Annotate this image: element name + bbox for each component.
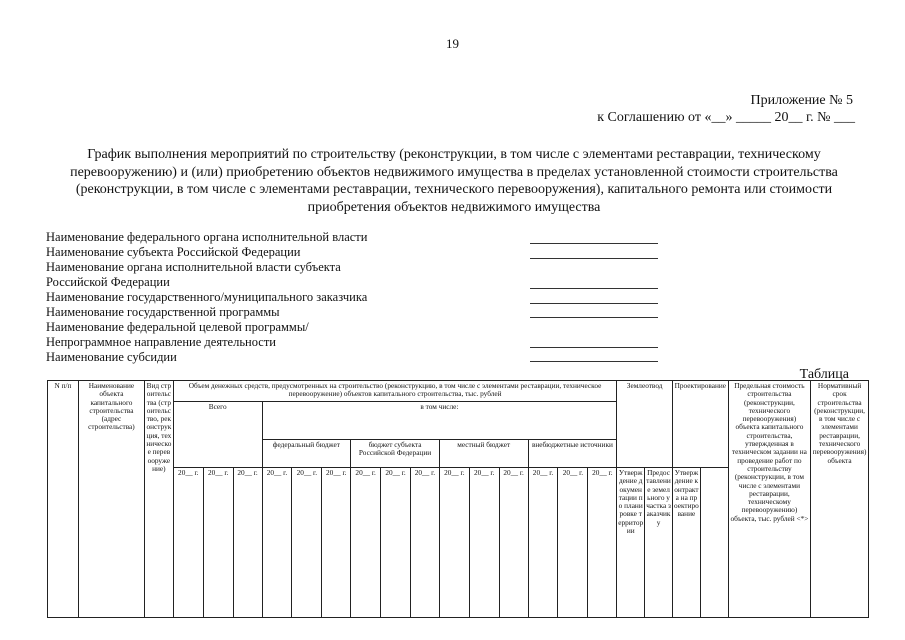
header-local-budget: местный бюджет [439,440,528,468]
header-empty-cell [700,468,728,618]
year-cell: 20__ г. [292,468,322,618]
year-cell: 20__ г. [528,468,558,618]
fill-in-line[interactable] [530,303,658,304]
fill-in-line[interactable] [530,288,658,289]
meta-line-subject-body: Наименование органа исполнительной власти субъекта [46,260,341,274]
meta-line-subject: Наименование субъекта Российской Федерации [46,245,301,259]
header-offbudget: внебюджетные источники [528,440,617,468]
meta-line-nonprogram: Непрограммное направление деятельности [46,335,276,349]
year-cell: 20__ г. [322,468,351,618]
year-cell: 20__ г. [439,468,469,618]
header-project-approval: Утверждение контракта на проектирование [672,468,700,618]
fill-in-line[interactable] [530,243,658,244]
year-cell: 20__ г. [558,468,588,618]
header-type: Вид строительства (строительство, реконструкция, техническое перевооружение) [144,381,173,618]
header-funding: Объем денежных средств, предусмотренных на строительство (реконструкцию, в том числе с элементами реставрации, техническое перевооружение) объектов капитального строительства, тыс. рублей [173,381,616,402]
year-cell: 20__ г. [233,468,262,618]
meta-line-subject-body-cont: Российской Федерации [46,275,170,289]
year-cell: 20__ г. [203,468,233,618]
fill-in-line[interactable] [530,317,658,318]
meta-line-federal-body: Наименование федерального органа исполнительной власти [46,230,368,244]
header-land-provided: Предоставление земельного участка заказчику [645,468,673,618]
header-object: Наименование объекта капитального строительства (адрес строительства) [78,381,144,618]
table-caption: Таблица [799,367,849,382]
year-cell: 20__ г. [173,468,203,618]
year-cell: 20__ г. [411,468,440,618]
header-subject-budget: бюджет субъекта Российской Федерации [351,440,440,468]
annex-title: Приложение № 5 [750,93,853,108]
header-including: в том числе: [262,402,617,440]
year-cell: 20__ г. [262,468,292,618]
header-land: Землеотвод [617,381,673,468]
year-cell: 20__ г. [351,468,381,618]
header-num: N п/п [48,381,79,618]
meta-line-target-program: Наименование федеральной целевой программы/ [46,320,309,334]
meta-line-customer: Наименование государственного/муниципального заказчика [46,290,368,304]
header-land-approved: Утверждение документации по планировке территории [617,468,645,618]
document-title: График выполнения мероприятий по строительству (реконструкции, в том числе с элементами реставрации, техническому перевооружению) и (или) приобретению объектов недвижимого имущества в пределах установленной стоимости строительства (реконструкции, в том числе с элементами реставрации, технического перевооружения), капитального ремонта или стоимости приобретения объектов недвижимого имущества [70,147,838,215]
year-cell: 20__ г. [499,468,528,618]
header-federal-budget: федеральный бюджет [262,440,351,468]
year-cell: 20__ г. [588,468,617,618]
header-total: Всего [173,402,262,468]
annex-reference: к Соглашению от «__» _____ 20__ г. № ___ [597,110,855,125]
fill-in-line[interactable] [530,347,658,348]
fill-in-line[interactable] [530,361,658,362]
header-norm-term: Нормативный срок строительства (реконструкции, в том числе с элементами реставрации, технического перевооружения) объекта [811,381,869,618]
header-project: Проектирование [672,381,728,468]
page-number: 19 [446,36,459,51]
header-max-cost: Предельная стоимость строительства (реконструкции, технического перевооружения) объекта капитального строительства, утвержденная в техническом задании на проведение работ по строительству (реконструкции, в том числе с элементами реставрации, техническому перевооружению) объекта, тыс. рублей <*> [728,381,811,618]
fill-in-line[interactable] [530,258,658,259]
year-cell: 20__ г. [381,468,411,618]
schedule-table [47,380,869,618]
year-cell: 20__ г. [469,468,499,618]
meta-line-subsidy: Наименование субсидии [46,350,177,364]
meta-line-state-program: Наименование государственной программы [46,305,280,319]
